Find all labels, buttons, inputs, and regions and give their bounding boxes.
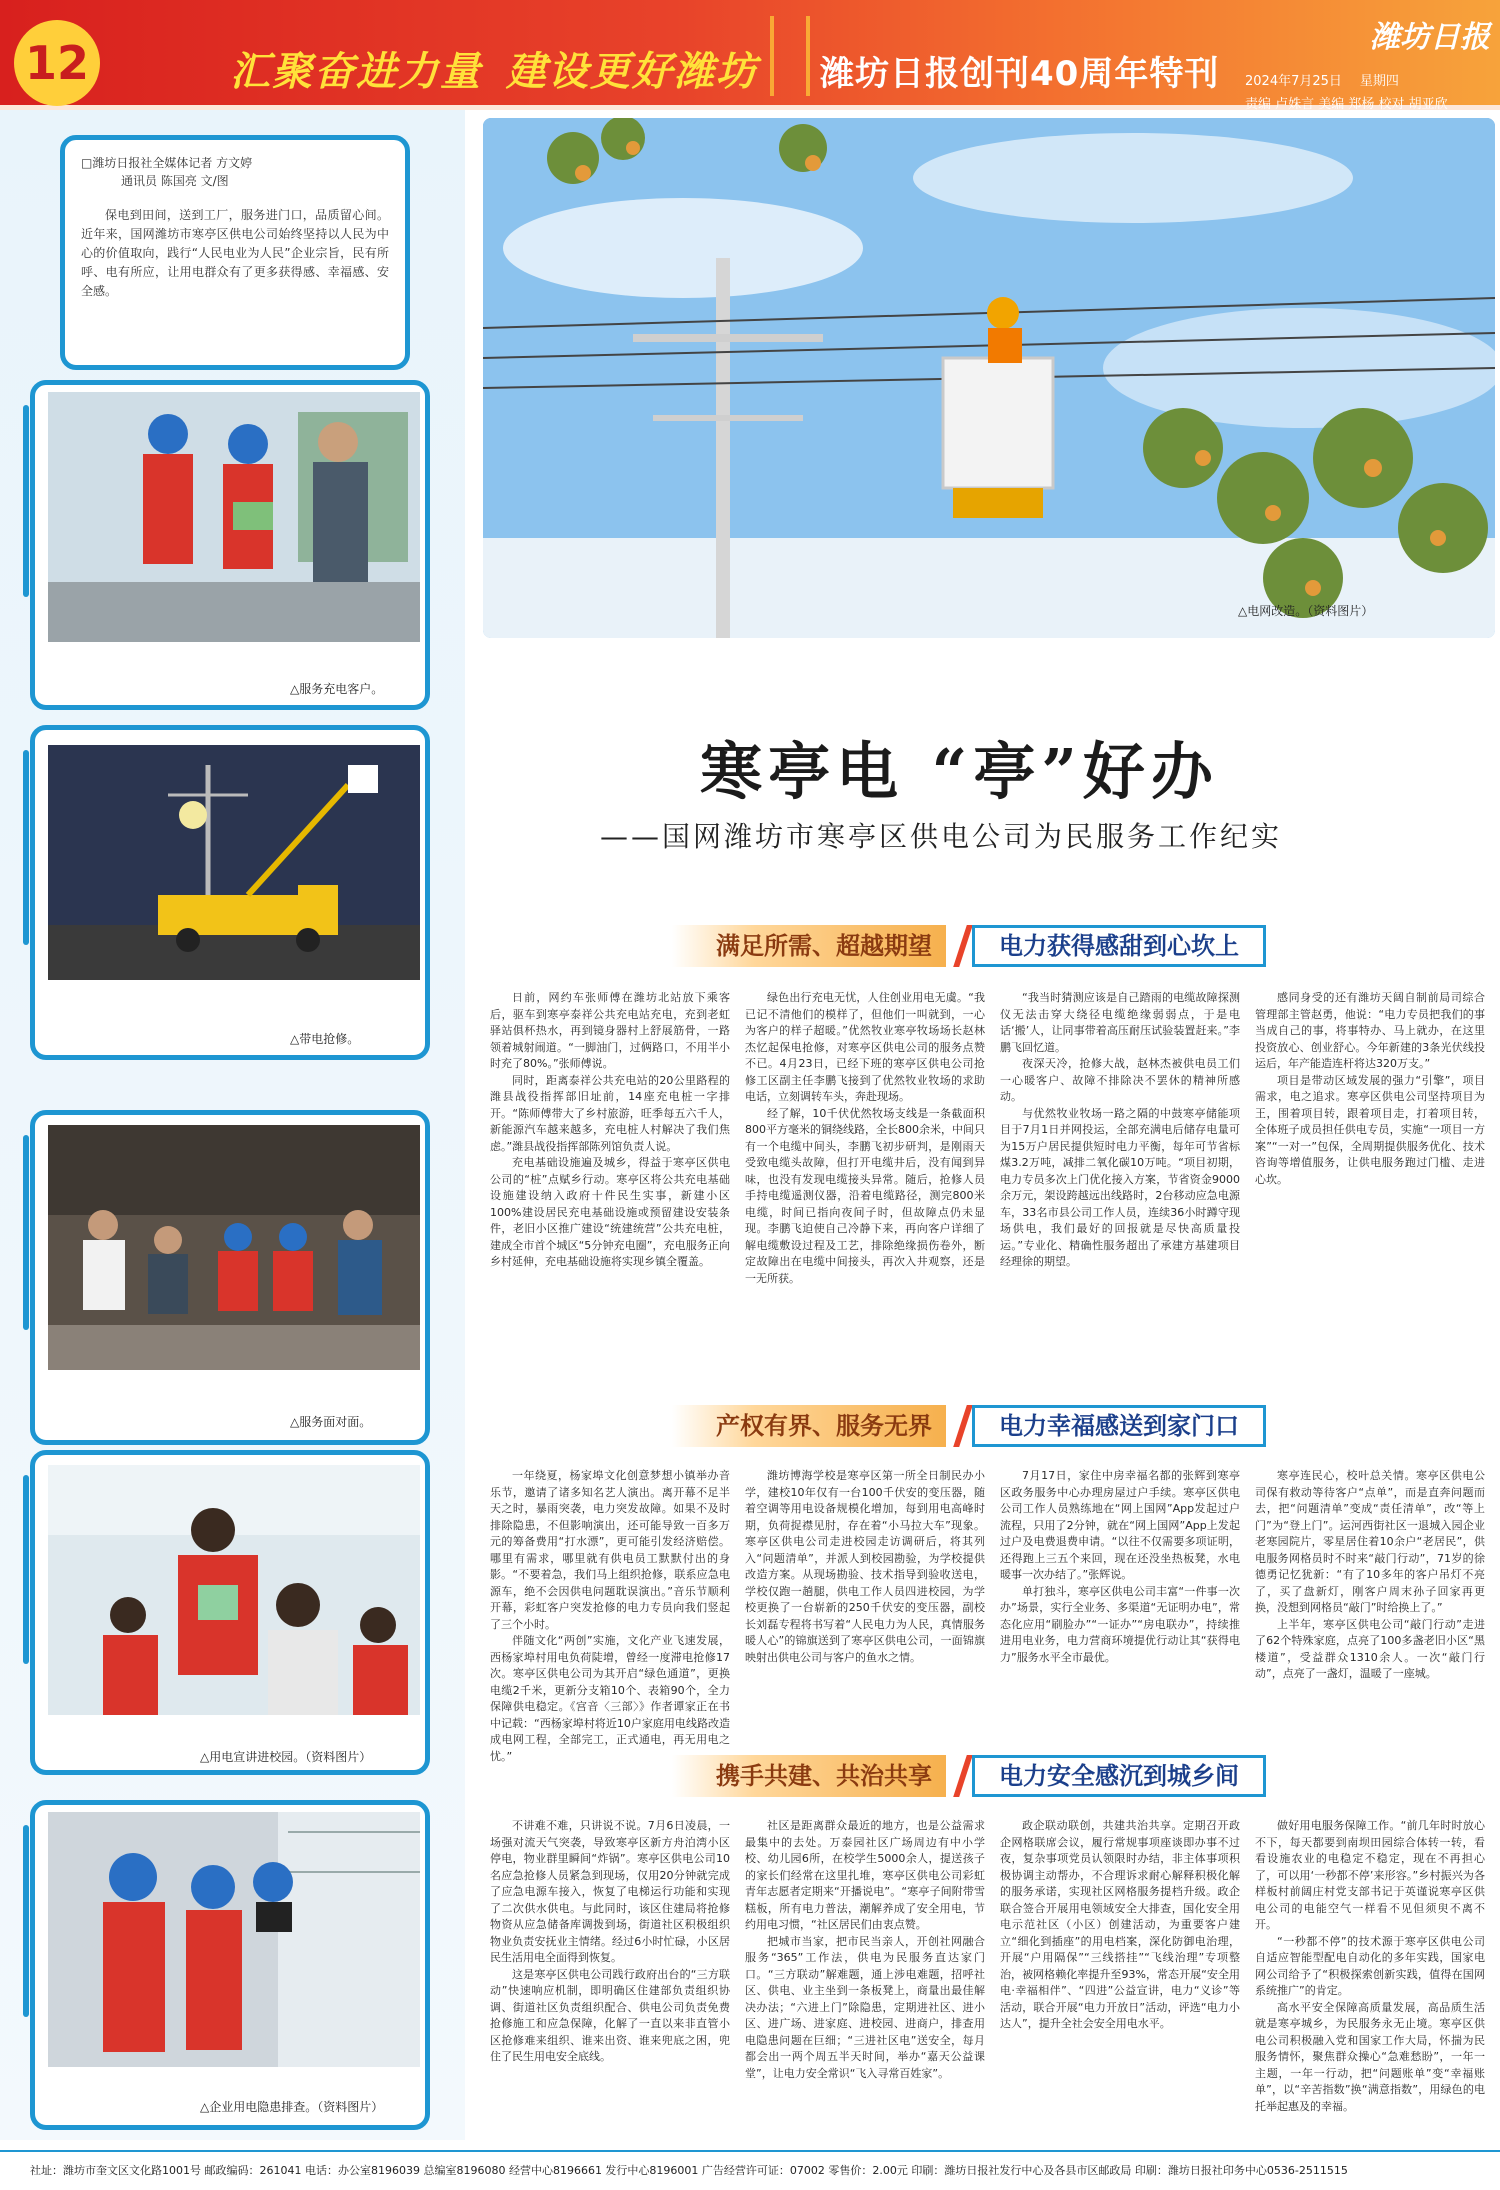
headline-subtitle: ——国网潍坊市寒亭区供电公司为民服务工作纪实	[600, 820, 1283, 853]
section-2-left-title: 产权有界、服务无界	[672, 1405, 946, 1447]
section-2-paragraph: 7月17日，家住中房幸福名都的张辉到寒亭区政务服务中心办理房屋过户手续。寒亭区供电公司工作人员熟练地在“网上国网”App发起过户流程，只用了2分钟，就在“网上国网”App上发起过户及电费退费申请。“以往不仅需要多项证明，还得跑上三五个来回，现在还没坐热板凳，水电暖事一次办结了。”张辉说。	[1000, 1469, 1240, 1581]
section-2-paragraph: 潍坊博海学校是寒亭区第一所全日制民办小学，建校10年仅有一台100千伏安的变压器，随着空调等用电设备规模化增加，每到用电高峰时期，负荷捉襟见肘，存在着“小马拉大车”现象。寒亭区供电公司走进校园走访调研后，将其列入“问题清单”，并派人到校园勘验，为学校提供改造方案。从现场勘验、技术指导到验收送电，学校仅跑一趟腿，供电工作人员四进校园，为学校更换了一台崭新的250千伏安的变压器，副校长刘磊专程将书写着“人民电力为人民，真情服务暖人心”的锦旗送到了寒亭区供电公司，一面锦旗映射出供电公司与客户的鱼水之情。	[745, 1469, 985, 1664]
section-3-paragraph: 这是寒亭区供电公司践行政府出台的“三方联动”快速响应机制，即明确区住建部负责组织协调、街道社区负责组织配合、供电公司负责免费抢修施工和应急保障，化解了一直以来非直管小区抢修难来组织、谁来出资、谁来兜底之困，兜住了民生用电安全底线。	[490, 1967, 730, 2063]
byline-box	[60, 135, 410, 370]
section-2-col-1	[490, 1468, 730, 1768]
section-1-col-2	[745, 990, 985, 1390]
section-3-left-title: 携手共建、共治共享	[672, 1755, 946, 1797]
section-1-col-4	[1255, 990, 1485, 1390]
footer-imprint: 社址：潍坊市奎文区文化路1001号 邮政编码：261041 电话：办公室8196039 总编室8196080 经营中心8196661 发行中心8196001 广告经营许可证：07002 零售价：2.00元 印刷：潍坊日报社发行中心及各县市区邮政局 印刷：潍坊日报社印务中心0536-2511515	[0, 2150, 1500, 2190]
weekday-text: 星期四	[1359, 74, 1399, 89]
photo-campus-talk	[48, 1465, 420, 1715]
section-2-divider	[953, 1405, 973, 1447]
villagers-meeting-illustration	[48, 1125, 420, 1370]
hero-photo-grid-upgrade	[483, 118, 1495, 638]
page-number: 12	[14, 20, 100, 106]
reporter-byline: □潍坊日报社全媒体记者 方文婷	[81, 156, 253, 170]
section-1-divider	[953, 925, 973, 967]
section-1-left-title: 满足所需、超越期望	[672, 925, 946, 967]
anniversary-title: 潍坊日报创刊40周年特刊	[820, 54, 1220, 94]
paper-logo: 潍坊日报	[1370, 20, 1490, 55]
date-text: 2024年7月25日	[1245, 74, 1342, 89]
photo-live-repair	[48, 745, 420, 980]
section-3-paragraph: “一秒都不停”的技术源于寒亭区供电公司自适应智能型配电自动化的多年实践，国家电网公司给予了“积极探索创新实践，值得在国网系统推广”的肯定。	[1255, 1934, 1485, 1997]
section-2-col-2	[745, 1468, 985, 1768]
tower-graphic	[770, 16, 810, 96]
section-3-paragraph: 把城市当家，把市民当亲人，开创社网融合服务“365”工作法，供电为民服务直达家门口。“三方联动”解难题，通上涉电难题，招呼社区、供电、业主坐到一条板凳上，商量出最佳解决办法；“六进上门”除隐患，定期进社区、进小区、进广场、进家庭、进校园、进商户，排查用电隐患问题在巨细；“三进社区电”送安全，每月都会出一两个周五半天时间，举办“嘉天公益课堂”，让电力安全常识“飞入寻常百姓家”。	[745, 1934, 985, 2080]
section-3-paragraph: 高水平安全保障高质量发展，高品质生活就是寒亭城乡，为民服务永无止境。寒亭区供电公司积极融入党和国家工作大局，怀揣为民服务情怀，聚焦群众操心“急难愁盼”，一年一主题，一年一行动，把“问题账单”变“幸福账单”，以“辛苦指数”换“满意指数”，用绿色的电托举起惠及的幸福。	[1255, 2000, 1485, 2113]
section-2-paragraph: 伴随文化“两创”实施，文化产业飞速发展，西杨家埠村用电负荷陡增，曾经一度滞电抢修17次。寒亭区供电公司为其开启“绿色通道”，更换电缆2千米，更新分支箱10个、表箱90个，全力保障供电稳定。《宫音〈三部〉》作者谭家正在书中记载：“西杨家埠村将近10户家庭用电线路改造成电网工程，全部完工，正式通电，再无用电之忧。”	[490, 1634, 730, 1763]
classroom-illustration	[48, 1465, 420, 1715]
section-1-col-1	[490, 990, 730, 1390]
inspection-illustration	[48, 1812, 420, 2067]
section-2-paragraph: 寒亭连民心，校叶总关情。寒亭区供电公司保有救动等待客户“点单”，而是直奔问题而去，把“问题清单”变成“责任清单”，改“等上门”为“登上门”。运河西街社区一退城入园企业老寒园院片，零星居住着10余户“老居民”，供电服务网格员时不时来“敲门行动”，71岁的徐德勇记忆犹新：“有了10多年的客户吊灯不亮了，买了盘新灯，刚客户周末孙子回家再更换，没想到网格员“敲门”时给换上了。”	[1255, 1469, 1485, 1614]
section-1-paragraph: 经了解，10千伏优然牧场支线是一条截面积800平方毫米的铜绕线路，全长800余米，中间只有一个电缆中间头，李鹏飞初步研判，是刚雨天受致电缆头故障，但打开电缆井后，没有闻到异味，也没有发现电缆接头异常。随后，抢修人员手持电缆遥测仪器，沿着电缆路径，测完800米电缆，时间已指向夜间子时，但故障点仍未显现。李鹏飞迫使自己冷静下来，再向客户详细了解电缆敷设过程及工艺，排除绝缘损伤卷外，断定故障出在电缆中间接头，再次入井观察，还是一无所获。	[745, 1106, 985, 1285]
caption-hero: △电网改造。（资料图片）	[1238, 604, 1374, 618]
section-3-paragraph: 做好用电服务保障工作。“前几年时时放心不下，每天都要到南坝田园综合体转一转，看看设施农业的电稳定不稳定，现在不再担心了，可以用‘一秒都不停’来形容。”乡村振兴为各样板村前阔庄村党支部书记于英谨说寒亭区供电公司的电能空气一样看不见但须臾不离不开。	[1255, 1819, 1485, 1931]
headline-title: 寒亭电 “亭”好办	[700, 735, 1219, 808]
lead-paragraph: 保电到田间，送到工厂，服务进门口，品质留心间。近年来，国网潍坊市寒亭区供电公司始终坚持以人民为中心的价值取向，践行“人民电业为人民”企业宗旨，民有所呼、电有所应，让用电群众有了更多获得感、幸福感、安全感。	[81, 208, 389, 298]
photo-charging-customer	[48, 392, 420, 642]
section-3-paragraph: 政企联动联创，共建共治共享。定期召开政企网格联席会议，履行常规事项座谈即办事不过夜，复杂事项党员认领限时办结，非主体事项积极协调主动帮办，不合理诉求耐心解释积极化解的服务承诺，实现社区网格服务提档升级。政企联合签合开展用电领域安全大排查，国化安全用电示范社区（小区）创建活动，为重要客户建立“细化到插座”的用电档案，深化防御电治理，开展“户用隔保”“三线搭挂”“飞线治理”专项整治，被网格赖化率提升至93%，常态开展“安全用电·幸福相伴”、“四进”公益宣讲，电力“义诊”等活动，联合开展“电力开放日”活动，评选“电力小达人”，提升全社会安全用电水平。	[1000, 1819, 1240, 2030]
grid-upgrade-illustration	[483, 118, 1495, 638]
section-3-right-title: 电力安全感沉到城乡间	[972, 1755, 1266, 1797]
section-3-paragraph: 不讲难不难，只讲说不说。7月6日凌晨，一场强对流天气突袭，导致寒亭区新方舟泊湾小区停电，物业群里瞬间“炸锅”。寒亭区供电公司10名应急抢修人员紧急到现场，仅用20分钟就完成了应急电源车接入，恢复了电梯运行功能和实现了二次供水供电。与此同时，该区住建局将抢修物资从应急储备库调拨到场，街道社区积极组织物业负责安抚业主情绪。经过6小时忙碌，小区居民生活用电全面得到恢复。	[490, 1819, 730, 1964]
section-2-right-title: 电力幸福感送到家门口	[972, 1405, 1266, 1447]
section-1-paragraph: 充电基础设施遍及城乡，得益于寒亭区供电公司的“桩”点赋乡行动。寒亭区将公共充电基础设施建设纳入政府十件民生实事，新建小区100%建设居民充电基础设施或预留建设安装条件，老旧小区推广建设“统建统营”公共充电桩，建成全市首个城区“5分钟充电圈”，充电服务正向乡村延伸，充电基础设施将实现乡镇全覆盖。	[490, 1156, 730, 1268]
section-1-paragraph: 与优然牧业牧场一路之隔的中鼓寒亭储能项目于7月1日并网投运，全部充满电后储存电量可为15万户居民提供短时电力平衡，每年可节省标煤3.2万吨，减排二氧化碳10万吨。“项目初期，电力专员多次上门优化接入方案，节省资金9000余万元，架设跨越远出线路时，2台移动应急电源车，33名市县公司工作人员，连续36小时蹲守现场供电，我们最好的回报就是尽快高质量投运。”专业化、精确性服务超出了承建方基建项目经理徐的期望。	[1000, 1106, 1240, 1268]
section-2-col-3	[1000, 1468, 1240, 1768]
slogan-1: 汇聚奋进力量	[230, 49, 482, 95]
section-1-paragraph: 日前，网约车张师傅在潍坊北站放下乘客后，驱车到寒亭泰祥公共充电站充电，充到老虹驿站俱杯热水，再到镜身器村上舒展筋骨，一路领着城射闹道。“一脚油门，过俩路口，不用半小时充了80%。”张师傅说。	[490, 991, 730, 1070]
caption-photo-4: △用电宣讲进校园。（资料图片）	[200, 1750, 372, 1764]
photo-hazard-inspection	[48, 1812, 420, 2067]
section-3-col-2	[745, 1818, 985, 2143]
section-2-col-4	[1255, 1468, 1485, 1768]
caption-photo-2: △带电抢修。	[290, 1032, 360, 1046]
night-repair-illustration	[48, 745, 420, 980]
section-1-paragraph: 夜深天冷，抢修大战，赵林杰被供电员工们一心暖客户、故障不排除决不罢休的精神所感动。	[1000, 1057, 1240, 1103]
section-2-paragraph: 上半年，寒亭区供电公司“敲门行动”走进了62个特殊家庭，点亮了100多盏老旧小区“黑楼道”，受益群众1310余人。一次“敲门行动”，点亮了一盏灯，温暖了一座城。	[1255, 1617, 1485, 1680]
section-1-paragraph: 同时，距离泰祥公共充电站的20公里路程的潍县战役指挥部旧址前，14座充电桩一字排开。“陈师傅带大了乡村旅游，旺季每五六千人，新能源汽车越来越多，充电桩人村解决了我们焦虑。”潍县战役指挥部陈列馆负责人说。	[490, 1073, 730, 1153]
section-head-3	[672, 1755, 1272, 1797]
caption-photo-5: △企业用电隐患排查。（资料图片）	[200, 2100, 384, 2114]
caption-photo-1: △服务充电客户。	[290, 682, 384, 696]
masthead-info	[1245, 12, 1490, 112]
section-1-right-title: 电力获得感甜到心坎上	[972, 925, 1266, 967]
section-3-paragraph: 社区是距离群众最近的地方，也是公益需求最集中的去处。万泰园社区广场周边有中小学校、幼儿园6所，在校学生5000余人，提送孩子的家长们经常在这里扎堆，寒亭区供电公司彩虹青年志愿者定期来“开播说电”。“寒亭子间附带雪糕板，所有电力普法，潮解养成了安全用电，节约用电习惯，“社区居民们由衷点赞。	[745, 1819, 985, 1931]
section-1-paragraph: 感同身受的还有潍坊天阔自制前局司综合管理部主管赵勇，他说：“电力专员把我们的事当成自己的事，将事特办、马上就办，在这里投资放心、创业舒心。今年新建的3条光伏线投运后，年产能造连杆将达320万支。”	[1255, 991, 1485, 1070]
section-1-paragraph: 绿色出行充电无忧，人住创业用电无虞。“我已记不清他们的模样了，但他们一叫就到，一心为客户的样子超暖。”优然牧业寒亭牧场场长赵林杰忆起保电抢修，对寒亭区供电公司的服务点赞不已。4月23日，已经下班的寒亭区供电公司抢修工区副主任李鹏飞接到了优然牧业牧场的求助电话，立刻调转车头，奔赴现场。	[745, 991, 985, 1103]
section-3-col-4	[1255, 1818, 1485, 2143]
section-3-col-1	[490, 1818, 730, 2143]
charging-scene-illustration	[48, 392, 420, 642]
section-1-col-3	[1000, 990, 1240, 1390]
masthead	[0, 0, 1500, 110]
issue-date	[1245, 70, 1490, 89]
correspondent-byline: 通讯员 陈国亮 文/图	[121, 174, 229, 188]
photo-face-to-face	[48, 1125, 420, 1370]
section-2-paragraph: 单打独斗，寒亭区供电公司丰富“一件事一次办”场景，实行全业务、多渠道“无证明办电”，常态化应用“刷脸办”“一证办”“房电联办”，持续推进用电业务，电力营商环境提优行动让其“获得电力”服务水平全市最优。	[1000, 1584, 1240, 1664]
slogan-2: 建设更好潍坊	[506, 49, 758, 95]
section-3-divider	[953, 1755, 973, 1797]
section-1-paragraph: “我当时猜测应该是自己踏雨的电缆故障探测仪无法击穿大绕径电缆绝缘弱弱点，于是电话‘搬’人，让同事带着高压耐压试验装置赶来。”李鹏飞回忆道。	[1000, 991, 1240, 1054]
caption-photo-3: △服务面对面。	[290, 1415, 372, 1429]
section-1-paragraph: 项目是带动区域发展的强力“引擎”，项目需求，电之追求。寒亭区供电公司坚持项目为王，围着项目转，跟着项目走，打着项目转，全体班子成员担任供电专员，实施“一项目一方案”“一对一”包保，全周期提供服务优化、技术咨询等增值服务，让供电服务跑过门槛、走进心坎。	[1255, 1073, 1485, 1186]
section-head-1	[672, 925, 1272, 967]
section-3-col-3	[1000, 1818, 1240, 2143]
section-head-2	[672, 1405, 1272, 1447]
staff-credits: 责编 卢姝言 美编 郑杨 校对 胡亚欣	[1245, 97, 1448, 112]
section-2-paragraph: 一年绕夏，杨家埠文化创意梦想小镇举办音乐节，邀请了诸多知名艺人演出。离开幕不足半天之时，暴雨突袭，电力突发故障。如果不及时排除隐患，不但影响演出，还可能导致一百多万元的筹备费用“打水漂”，更可能引发经济赔偿。哪里有需求，哪里就有供电员工默默付出的身影。“不要着急，我们马上组织抢修，联系应急电源车，绝不会因供电问题耽误演出。”音乐节顺利开幕，彩虹客户突发抢修的电力专员向我们竖起了三个小时。	[490, 1469, 730, 1631]
